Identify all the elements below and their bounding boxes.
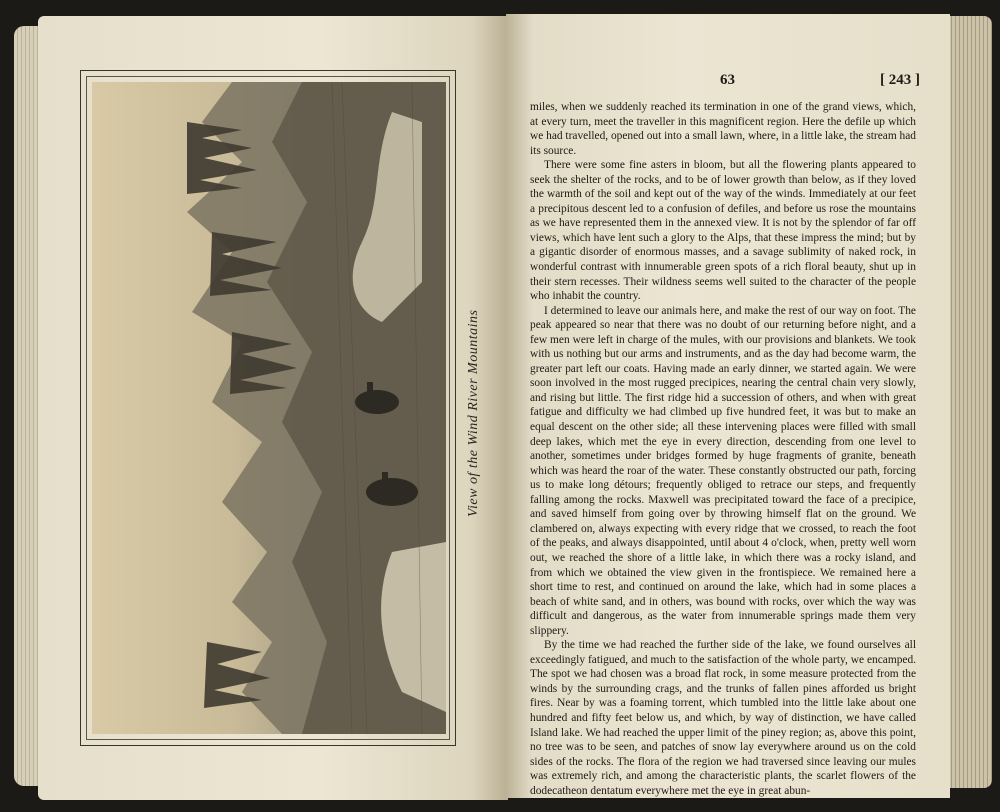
page-header xyxy=(720,72,920,94)
paragraph-2: There were some fine asters in bloom, but all the flowering plants appeared to seek the shelter of the rocks, and to be of lower growth than below, as if they loved the warmth of the soil and kept out of the way of the winds. Immediately at our feet a precipitous descent led to a confusion of defiles, and before us rose the mountains as we have represented them in the annexed view. It is not by the splendor of far off views, which have lent such a glory to the Alps, that these impress the mind; but by a gigantic disorder of enormous masses, and a savage sublimity of naked rock, in wonderful contrast with innumerable green spots of a rich floral beauty, shut up in their stern recesses. Their wildness seems well suited to the character of the people who inhabit the country. xyxy=(530,159,916,303)
paragraph-4: By the time we had reached the further side of the lake, we found ourselves all exceedingly fatigued, and much to the satisfaction of the whole party, we encamped. The spot we had chosen was a broad flat rock, in some measure protected from the winds by the surrounding crags, and the trunks of fallen pines afforded us bright fires. Near by was a foaming torrent, which tumbled into the little lake about one hundred and fifty feet below us, and which, by way of distinction, we have called Island lake. We had reached the upper limit of the piney region; as, above this point, no tree was to be seen, and patches of snow lay everywhere around us on the cold sides of the rocks. The flora of the region we had traversed since leaving our mules was extremely rich, and among the characteristic plants, the scarlet flowers of the dodecatheon dentatum everywhere met the eye in great abun- xyxy=(530,639,916,797)
plate-caption: View of the Wind River Mountains xyxy=(466,309,481,517)
original-page-number: [ 243 ] xyxy=(880,72,920,88)
page-number: 63 xyxy=(720,72,735,88)
mountain-landscape-engraving xyxy=(92,82,446,734)
paragraph-3: I determined to leave our animals here, and make the rest of our way on foot. The peak appeared so near that there was no doubt of our returning before night, and a few men were left in charge of the mules, with our provisions and blankets. We took with us nothing but our arms and instruments, and as the day had become warm, the greater part left our coats. Having made an early dinner, we started again. We were soon involved in the most rugged precipices, nearing the central chain very slowly, and rising but little. The first ridge hid a succession of others, and when with great fatigue and difficulty we had climbed up five hundred feet, it was but to make an equal descent on the other side; all these intervening places were filled with small deep lakes, which met the eye in every direction, descending from one level to another, sometimes under bridges formed by huge fragments of granite, beneath which was heard the roar of the water. These constantly obstructed our path, forcing us to make long détours; frequently obliged to retrace our steps, and frequently falling among the rocks. Maxwell was precipitated toward the face of a precipice, and saved himself from going over by throwing himself flat on the ground. We clambered on, always expecting with every ridge that we crossed, to reach the foot of the peaks, and always disappointed, until about 4 o'clock, when, pretty well worn out, we reached the shore of a little lake, in which there was a rocky island, and from which we obtained the view given in the frontispiece. We remained here a short time to rest, and continued on around the lake, which had in some places a beach of white sand, and in others, was bound with rocks, over which the way was difficult and dangerous, as the water from innumerable springs made them very slippery. xyxy=(530,304,916,637)
paragraph-1: miles, when we suddenly reached its termination in one of the grand views, which, at every turn, meet the traveller in this magnificent region. Here the defile up which we had travelled, opened out into a small lawn, where, in a little lake, the stream had its source. xyxy=(530,101,916,157)
right-page-edges xyxy=(948,16,992,788)
body-text xyxy=(530,100,916,797)
